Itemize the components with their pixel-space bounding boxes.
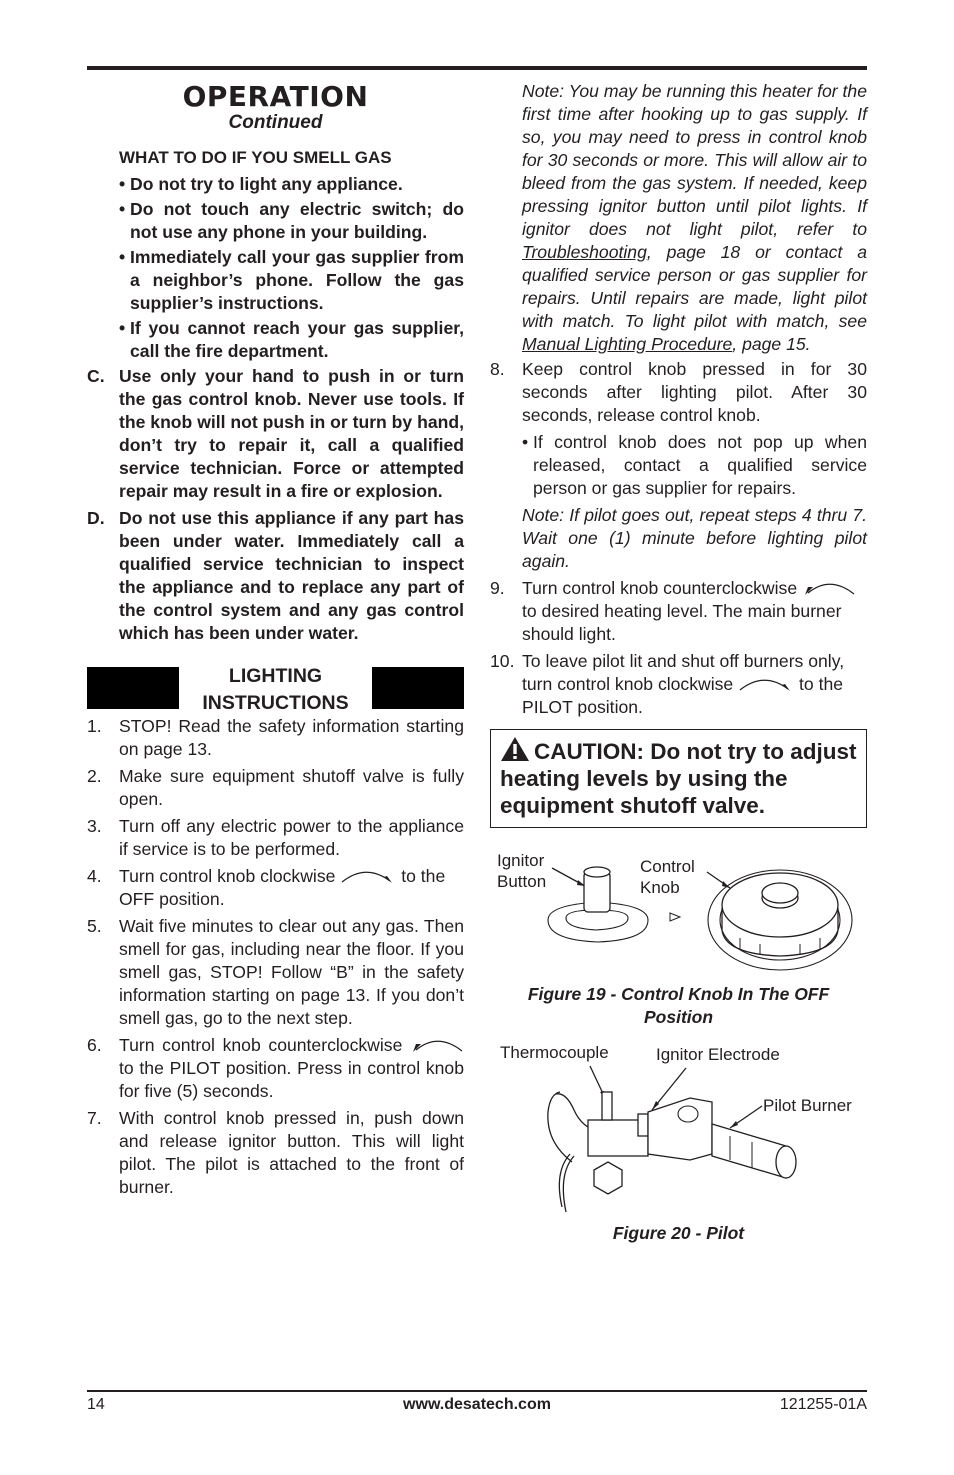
- website-link[interactable]: www.desatech.com: [403, 1396, 551, 1413]
- pilot-burner-label: Pilot Burner: [763, 1096, 852, 1115]
- note-first-run: Note: You may be running this heater for the first time after hooking up to gas supply. If so, you may need to press in control knob for 30 seconds or more. This will allow air to bleed from the gas system. If needed, keep pressing ignitor button until pilot lights. If ignitor does not light pilot, refer to Troubleshooting, page 18 or contact a qualified service person or gas supplier for repairs. Until repairs are made, light pilot with match. To light pilot with match, see Manual Lighting Procedure, page 15.: [522, 81, 867, 354]
- smell-gas-bullet: • If you cannot reach your gas supplier, call the fire department.: [119, 318, 464, 361]
- item-d: D. Do not use this appliance if any part has been under water. Immediately call a qualified service technician to inspect the appliance and to replace any part of the control system and any gas control which has been under water.: [87, 508, 464, 643]
- smell-gas-bullet: • Do not touch any electric switch; do not use any phone in your building.: [119, 199, 464, 242]
- document-number: 121255-01A: [779, 1396, 867, 1413]
- step-8-bullet: • If control knob does not pop up when released, contact a qualified service person or gas supplier for repairs.: [522, 432, 867, 498]
- ignitor-button-label: Ignitor Button: [497, 851, 547, 891]
- step-6: 6. Turn control knob counterclockwise to the PILOT position. Press in control knob for five (5) seconds.: [87, 1035, 464, 1101]
- step-3: 3. Turn off any electric power to the appliance if service is to be performed.: [87, 816, 464, 859]
- page-number: 14: [87, 1396, 105, 1413]
- step-9: 9. Turn control knob counterclockwise to desired heating level. The main burner should light.: [490, 577, 867, 646]
- caution-box: CAUTION: Do not try to adjust heating levels by using the equipment shutoff valve.: [490, 729, 867, 828]
- step-5: 5. Wait five minutes to clear out any gas. Then smell for gas, including near the floor. If you smell gas, STOP! Follow “B” in the safety information starting on page 13. If you don’t smell gas, go to the next step.: [87, 916, 464, 1028]
- troubleshooting-link[interactable]: Troubleshooting: [522, 242, 647, 262]
- smell-gas-bullet: • Immediately call your gas supplier from a neighbor’s phone. Follow the gas supplier’s instructions.: [119, 247, 464, 313]
- thermocouple-label: Thermocouple: [500, 1043, 609, 1062]
- warning-icon: [500, 736, 530, 762]
- lighting-heading: LIGHTING INSTRUCTIONS: [202, 665, 349, 714]
- step-10: 10. To leave pilot lit and shut off burners only, turn control knob clockwise to the PILOT position.: [490, 651, 845, 717]
- top-rule: [87, 66, 867, 70]
- smell-gas-bullet: • Do not try to light any appliance.: [119, 174, 403, 194]
- step-2: 2. Make sure equipment shutoff valve is fully open.: [87, 766, 464, 809]
- figure-19-caption: Figure 19 - Control Knob In The OFF Position: [527, 984, 830, 1027]
- figure-20-caption: Figure 20 - Pilot: [612, 1223, 745, 1243]
- step-1: 1. STOP! Read the safety information starting on page 13.: [87, 716, 464, 759]
- counterclockwise-arrow-icon: [410, 1038, 464, 1054]
- step-7: 7. With control knob pressed in, push down and release ignitor button. This will light pilot. The pilot is attached to the front of burner.: [87, 1108, 464, 1197]
- note-pilot-out: Note: If pilot goes out, repeat steps 4 thru 7. Wait one (1) minute before lighting pilot again.: [522, 505, 867, 571]
- heading-bar-left: [87, 667, 179, 709]
- control-knob-diagram: [490, 850, 867, 980]
- step-8: 8. Keep control knob pressed in for 30 seconds after lighting pilot. After 30 seconds, release control knob.: [490, 359, 867, 425]
- clockwise-arrow-icon: [738, 677, 794, 693]
- clockwise-arrow-icon: [340, 869, 396, 885]
- lighting-heading-bar: [87, 661, 464, 714]
- right-column: [490, 80, 867, 1245]
- control-knob-label: Control Knob: [640, 857, 695, 897]
- ignitor-electrode-label: Ignitor Electrode: [656, 1045, 780, 1064]
- page-title: OPERATION: [182, 80, 369, 113]
- item-c: C. Use only your hand to push in or turn the gas control knob. Never use tools. If the knob will not push in or turn by hand, don’t try to repair it, call a qualified service technician. Force or attempted repair may result in a fire or explosion.: [87, 366, 465, 501]
- smell-gas-heading: WHAT TO DO IF YOU SMELL GAS: [119, 148, 392, 167]
- pilot-diagram: [490, 1042, 867, 1222]
- left-column: [87, 80, 464, 1203]
- figure-20: [490, 1042, 867, 1222]
- heading-bar-right: [372, 667, 464, 709]
- step-4: 4. Turn control knob clockwise to the OFF position.: [87, 866, 446, 909]
- counterclockwise-arrow-icon: [802, 581, 856, 597]
- manual-lighting-link[interactable]: Manual Lighting Procedure: [522, 334, 733, 354]
- page-subtitle: Continued: [228, 112, 323, 133]
- footer-rule: [87, 1390, 867, 1392]
- figure-19: [490, 850, 867, 980]
